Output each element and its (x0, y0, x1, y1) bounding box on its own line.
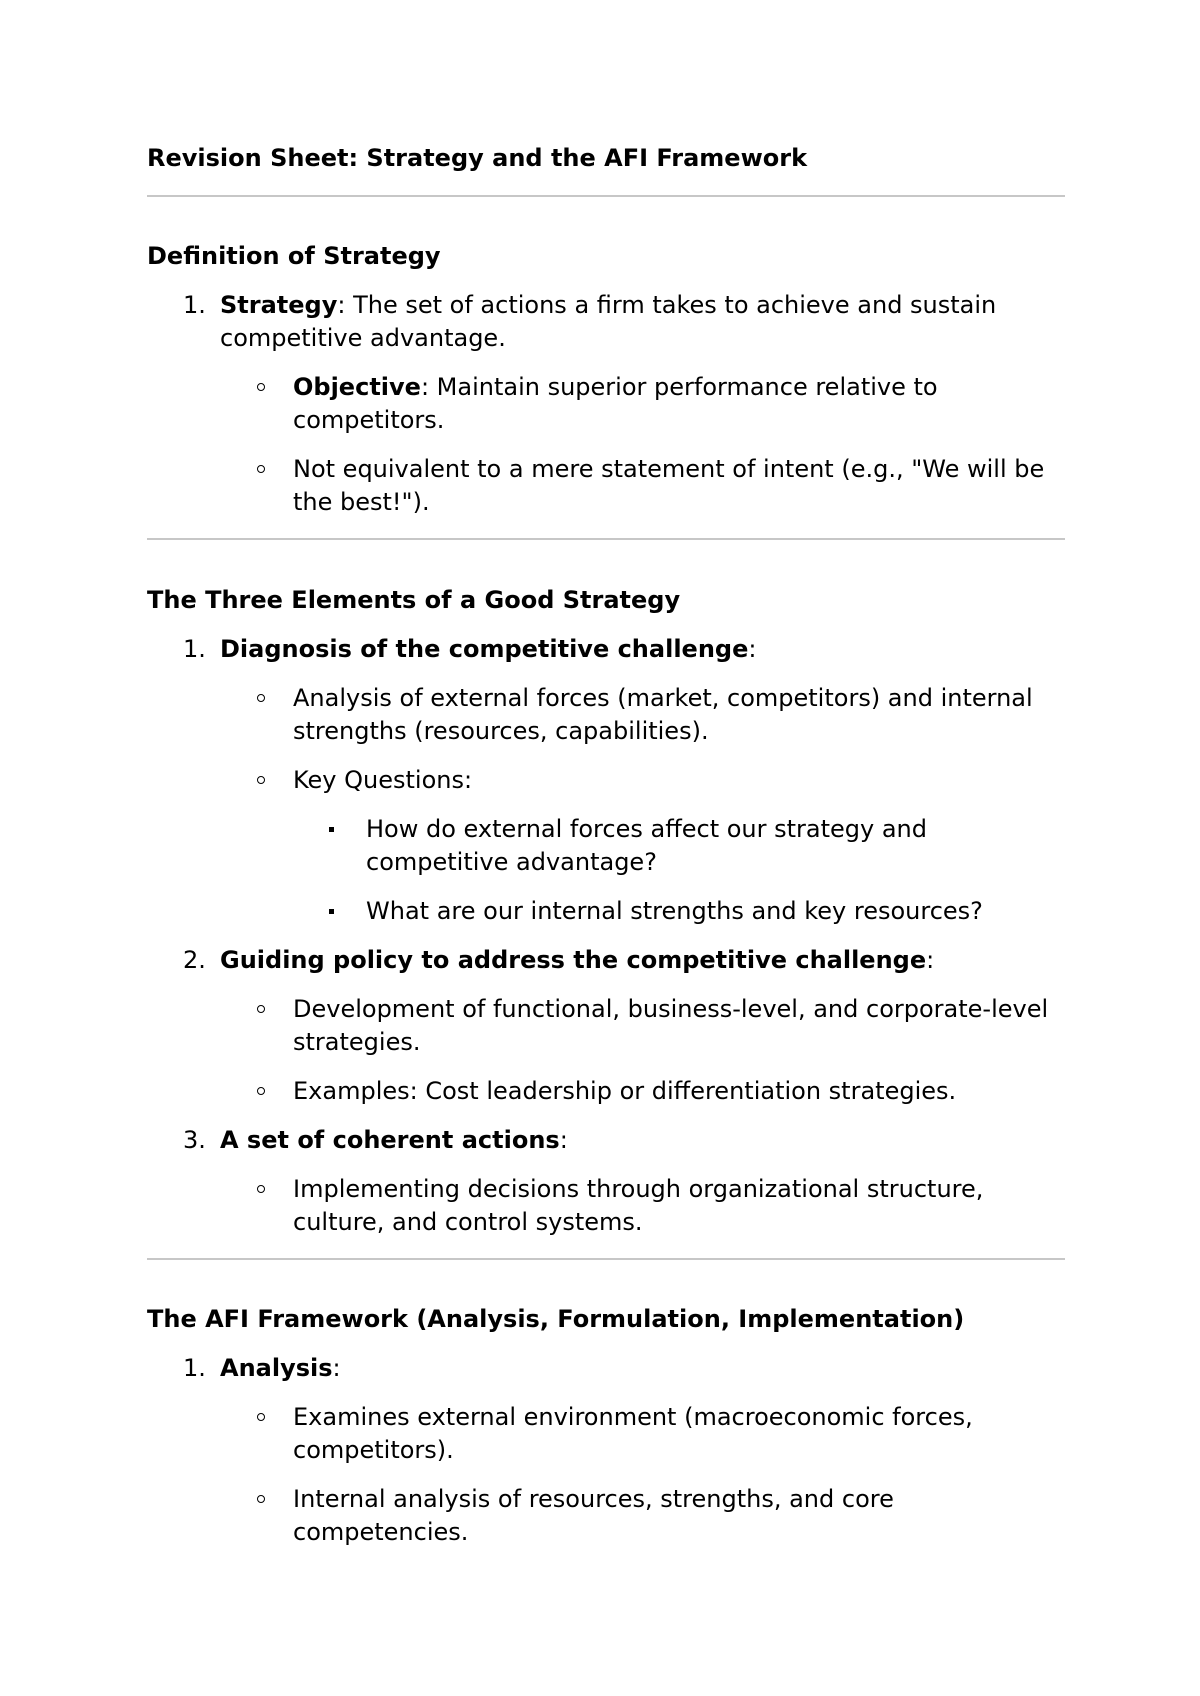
question-text: How do external forces affect our strategy and competitive advantage? (366, 815, 927, 876)
section-heading: The Three Elements of a Good Strategy (147, 586, 681, 614)
sub-list-item (147, 1173, 1065, 1239)
description: The set of actions a firm takes to achieve and sustain competitive advantage. (220, 291, 997, 352)
sub-list-item (147, 453, 1065, 519)
square-bullet-icon (329, 827, 334, 832)
sub-list (220, 1173, 1065, 1239)
section-heading: Definition of Strategy (147, 242, 441, 270)
sub-list-item (147, 764, 1065, 928)
list-item-text (220, 1124, 1065, 1157)
list-item (147, 1352, 1065, 1549)
list-item (147, 633, 1065, 928)
sub-list-item (147, 371, 1065, 437)
list-number: 1. (183, 1354, 206, 1382)
list-item (147, 289, 1065, 519)
list-item-text (220, 633, 1065, 666)
circle-bullet-icon (257, 464, 267, 474)
list-number: 3. (183, 1126, 206, 1154)
list-number: 1. (183, 291, 206, 319)
sub-list-item (147, 682, 1065, 748)
sub-item-text (293, 371, 1065, 437)
sub-item-text: Internal analysis of resources, strengths, and core competencies. (293, 1485, 894, 1546)
separator: : (420, 373, 430, 401)
circle-bullet-icon (257, 1184, 267, 1194)
circle-bullet-icon (257, 1412, 267, 1422)
circle-bullet-icon (257, 693, 267, 703)
question-text: What are our internal strengths and key resources? (366, 897, 983, 925)
list-item-text (220, 1352, 1065, 1385)
separator: : (559, 1126, 568, 1154)
term: Analysis (220, 1354, 333, 1382)
nested-list-item (293, 895, 1065, 928)
nested-list-item (293, 813, 1065, 879)
separator: : (926, 946, 935, 974)
list-item (147, 944, 1065, 1108)
list-item-text (220, 944, 1065, 977)
horizontal-rule (147, 1258, 1065, 1260)
numbered-list (147, 289, 1065, 519)
page-title: Revision Sheet: Strategy and the AFI Framework (147, 144, 808, 172)
circle-bullet-icon (257, 775, 267, 785)
separator: : (337, 291, 346, 319)
list-number: 1. (183, 635, 206, 663)
circle-bullet-icon (257, 1086, 267, 1096)
section-afi-framework (147, 1303, 1065, 1565)
circle-bullet-icon (257, 1004, 267, 1014)
sub-item-text: Implementing decisions through organizational structure, culture, and control systems. (293, 1175, 984, 1236)
sub-item-text: Key Questions: (293, 766, 473, 794)
horizontal-rule (147, 538, 1065, 540)
nested-list (220, 813, 1065, 928)
list-item (147, 1124, 1065, 1239)
section-definition (147, 240, 1065, 535)
section-three-elements (147, 584, 1065, 1255)
sub-item-text: Not equivalent to a mere statement of intent (e.g., "We will be the best!"). (293, 455, 1045, 516)
sub-item-text: Development of functional, business-level, and corporate-level strategies. (293, 995, 1049, 1056)
sub-item-text: Analysis of external forces (market, competitors) and internal strengths (resources, capabilities). (293, 684, 1033, 745)
sub-item-text: Examines external environment (macroeconomic forces, competitors). (293, 1403, 973, 1464)
circle-bullet-icon (257, 382, 267, 392)
sub-list-item (147, 993, 1065, 1059)
sub-list-item (147, 1401, 1065, 1467)
section-heading: The AFI Framework (Analysis, Formulation, Implementation) (147, 1305, 965, 1333)
separator: : (748, 635, 757, 663)
circle-bullet-icon (257, 1494, 267, 1504)
list-number: 2. (183, 946, 206, 974)
term: Strategy (220, 291, 338, 319)
separator: : (332, 1354, 341, 1382)
term: Diagnosis of the competitive challenge (220, 635, 749, 663)
numbered-list (147, 633, 1065, 1239)
sub-item-text: Examples: Cost leadership or differentiation strategies. (293, 1077, 957, 1105)
numbered-list (147, 1352, 1065, 1549)
term: Guiding policy to address the competitive challenge (220, 946, 927, 974)
sub-list (220, 1401, 1065, 1549)
sub-list-item (147, 1075, 1065, 1108)
term: A set of coherent actions (220, 1126, 560, 1154)
description: Maintain superior performance relative to competitors. (293, 373, 938, 434)
sub-list (220, 993, 1065, 1108)
horizontal-rule (147, 195, 1065, 197)
sub-list (220, 682, 1065, 928)
sub-list-item (147, 1483, 1065, 1549)
sub-list (220, 371, 1065, 519)
square-bullet-icon (329, 909, 334, 914)
term: Objective (293, 373, 421, 401)
list-item-text (220, 289, 1065, 355)
